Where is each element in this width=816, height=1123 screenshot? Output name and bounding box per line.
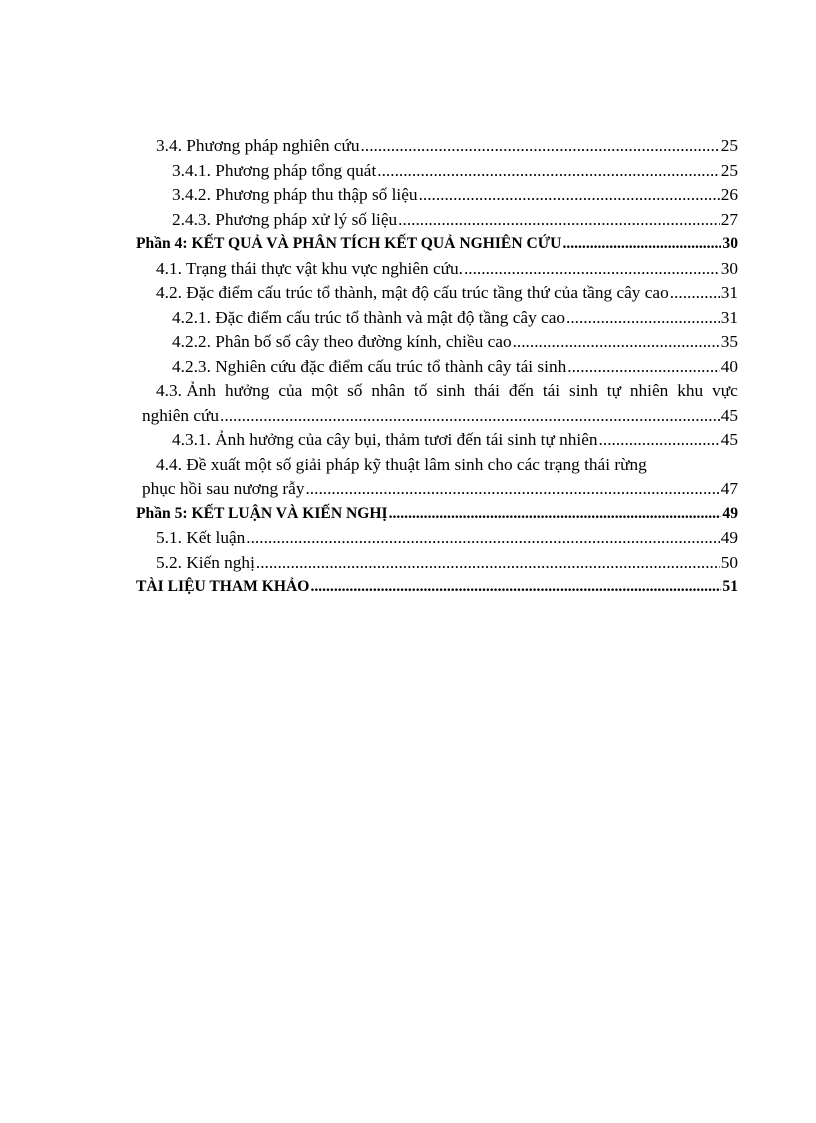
toc-entry-title-part: nhân <box>371 381 405 400</box>
toc-entry-2-4-3[interactable] <box>136 208 738 233</box>
toc-entry-4-2[interactable] <box>136 281 738 306</box>
toc-entry-title-line-1 <box>136 453 738 478</box>
toc-entry-title-part: 4.3. Ảnh <box>156 381 217 400</box>
toc-entry-part-4[interactable] <box>136 232 738 257</box>
toc-entry-title-part: của <box>278 381 303 400</box>
toc-entry-page: 30 <box>720 258 738 278</box>
dot-leader <box>464 257 720 282</box>
toc-entry-page: 45 <box>720 405 738 425</box>
toc-entry-title: 4.3.1. Ảnh hưởng của cây bụi, thảm tươi đến tái sinh tự nhiên <box>172 430 598 449</box>
toc-entry-title: 3.4.2. Phương pháp thu thập số liệu <box>172 185 418 204</box>
toc-entry-title: TÀI LIỆU THAM KHẢO <box>136 578 310 595</box>
toc-entry-title-part: tái <box>542 381 561 400</box>
toc-entry-title: 4.1. Trạng thái thực vật khu vực nghiên cứu. <box>156 258 463 278</box>
toc-entry-title-part: vực <box>712 381 738 400</box>
dot-leader <box>567 355 719 380</box>
toc-entry-5-2[interactable] <box>136 551 738 576</box>
toc-entry-title: 2.4.3. Phương pháp xử lý số liệu <box>172 209 398 229</box>
toc-entry-5-1[interactable] <box>136 526 738 551</box>
table-of-contents <box>136 134 738 600</box>
toc-entry-page: 27 <box>720 209 738 229</box>
toc-entry-3-4-1[interactable] <box>136 159 738 184</box>
dot-leader <box>377 159 719 184</box>
dot-leader <box>398 208 720 233</box>
toc-entry-title-part: số <box>347 381 363 400</box>
toc-entry-title: 4.2.2. Phân bố số cây theo đường kính, chiều cao <box>172 332 512 351</box>
toc-entry-4-1[interactable] <box>136 257 738 282</box>
toc-entry-title-line-1 <box>136 379 738 404</box>
toc-entry-title-part: đến <box>508 381 534 400</box>
toc-entry-4-2-2[interactable] <box>136 330 738 355</box>
toc-entry-4-3-1[interactable] <box>136 428 738 453</box>
toc-entry-title: 3.4.1. Phương pháp tổng quát <box>172 160 377 180</box>
toc-entry-page: 45 <box>720 430 738 449</box>
toc-entry-page: 50 <box>720 552 738 572</box>
toc-entry-title-part: sinh <box>569 381 598 400</box>
toc-entry-title-part: hưởng <box>224 381 270 400</box>
dot-leader <box>310 575 721 600</box>
dot-leader <box>566 306 720 331</box>
toc-entry-title-part: thái <box>474 381 500 400</box>
toc-entry-title: 5.1. Kết luận <box>156 528 246 547</box>
toc-entry-4-2-1[interactable] <box>136 306 738 331</box>
toc-entry-4-3[interactable] <box>136 379 738 428</box>
toc-entry-title-part: tự <box>606 381 621 400</box>
toc-entry-4-2-3[interactable] <box>136 355 738 380</box>
toc-entry-title: 3.4. Phương pháp nghiên cứu <box>156 136 360 155</box>
toc-entry-title: 4.2. Đặc điểm cấu trúc tổ thành, mật độ cấu trúc tầng thứ của tầng cây cao <box>156 283 669 302</box>
dot-leader <box>361 134 720 159</box>
toc-entry-title-part: một <box>311 381 339 400</box>
dot-leader <box>513 330 720 355</box>
toc-entry-title-part: sinh <box>436 381 466 400</box>
toc-entry-title: 5.2. Kiến nghị <box>156 552 255 572</box>
toc-entry-title: Phần 5: KẾT LUẬN VÀ KIẾN NGHỊ <box>136 504 388 522</box>
toc-entry-references[interactable] <box>136 575 738 600</box>
dot-leader <box>562 232 721 257</box>
dot-leader <box>246 526 719 551</box>
dot-leader <box>256 551 720 576</box>
toc-entry-page: 25 <box>720 136 738 155</box>
toc-entry-title: Phần 4: KẾT QUẢ VÀ PHÂN TÍCH KẾT QUẢ NGHIÊN CỨU <box>136 235 562 252</box>
dot-leader <box>670 281 720 306</box>
dot-leader <box>389 502 722 527</box>
toc-entry-title: phục hồi sau nương rẫy <box>142 479 305 498</box>
toc-entry-part-5[interactable] <box>136 502 738 527</box>
toc-entry-title-part: nhiên <box>629 381 669 400</box>
toc-entry-title: 4.2.1. Đặc điểm cấu trúc tổ thành và mật độ tầng cây cao <box>172 307 566 327</box>
toc-entry-title-part: tố <box>413 381 428 400</box>
toc-entry-page: 49 <box>722 504 738 522</box>
toc-entry-title-line-2 <box>136 404 738 429</box>
toc-entry-4-4[interactable] <box>136 453 738 502</box>
toc-entry-title-part: khu <box>677 381 704 400</box>
toc-entry-page: 40 <box>720 356 738 376</box>
toc-entry-title-line-2 <box>136 477 738 502</box>
toc-entry-page: 25 <box>720 160 738 180</box>
dot-leader <box>599 428 720 453</box>
toc-entry-page: 47 <box>720 479 738 498</box>
toc-entry-title: 4.4. Đề xuất một số giải pháp kỹ thuật lâm sinh cho các trạng thái rừng <box>156 454 647 474</box>
dot-leader <box>419 183 720 208</box>
toc-entry-page: 49 <box>720 528 738 547</box>
toc-entry-3-4[interactable] <box>136 134 738 159</box>
toc-entry-title: nghiên cứu <box>142 405 220 425</box>
dot-leader <box>305 477 719 502</box>
toc-entry-page: 31 <box>720 307 738 327</box>
dot-leader <box>220 404 720 429</box>
toc-entry-page: 30 <box>722 235 738 252</box>
toc-entry-page: 51 <box>722 578 738 595</box>
toc-entry-page: 31 <box>720 283 738 302</box>
toc-entry-title: 4.2.3. Nghiên cứu đặc điểm cấu trúc tổ thành cây tái sinh <box>172 356 567 376</box>
toc-entry-page: 26 <box>720 185 738 204</box>
toc-entry-page: 35 <box>720 332 738 351</box>
toc-entry-3-4-2[interactable] <box>136 183 738 208</box>
